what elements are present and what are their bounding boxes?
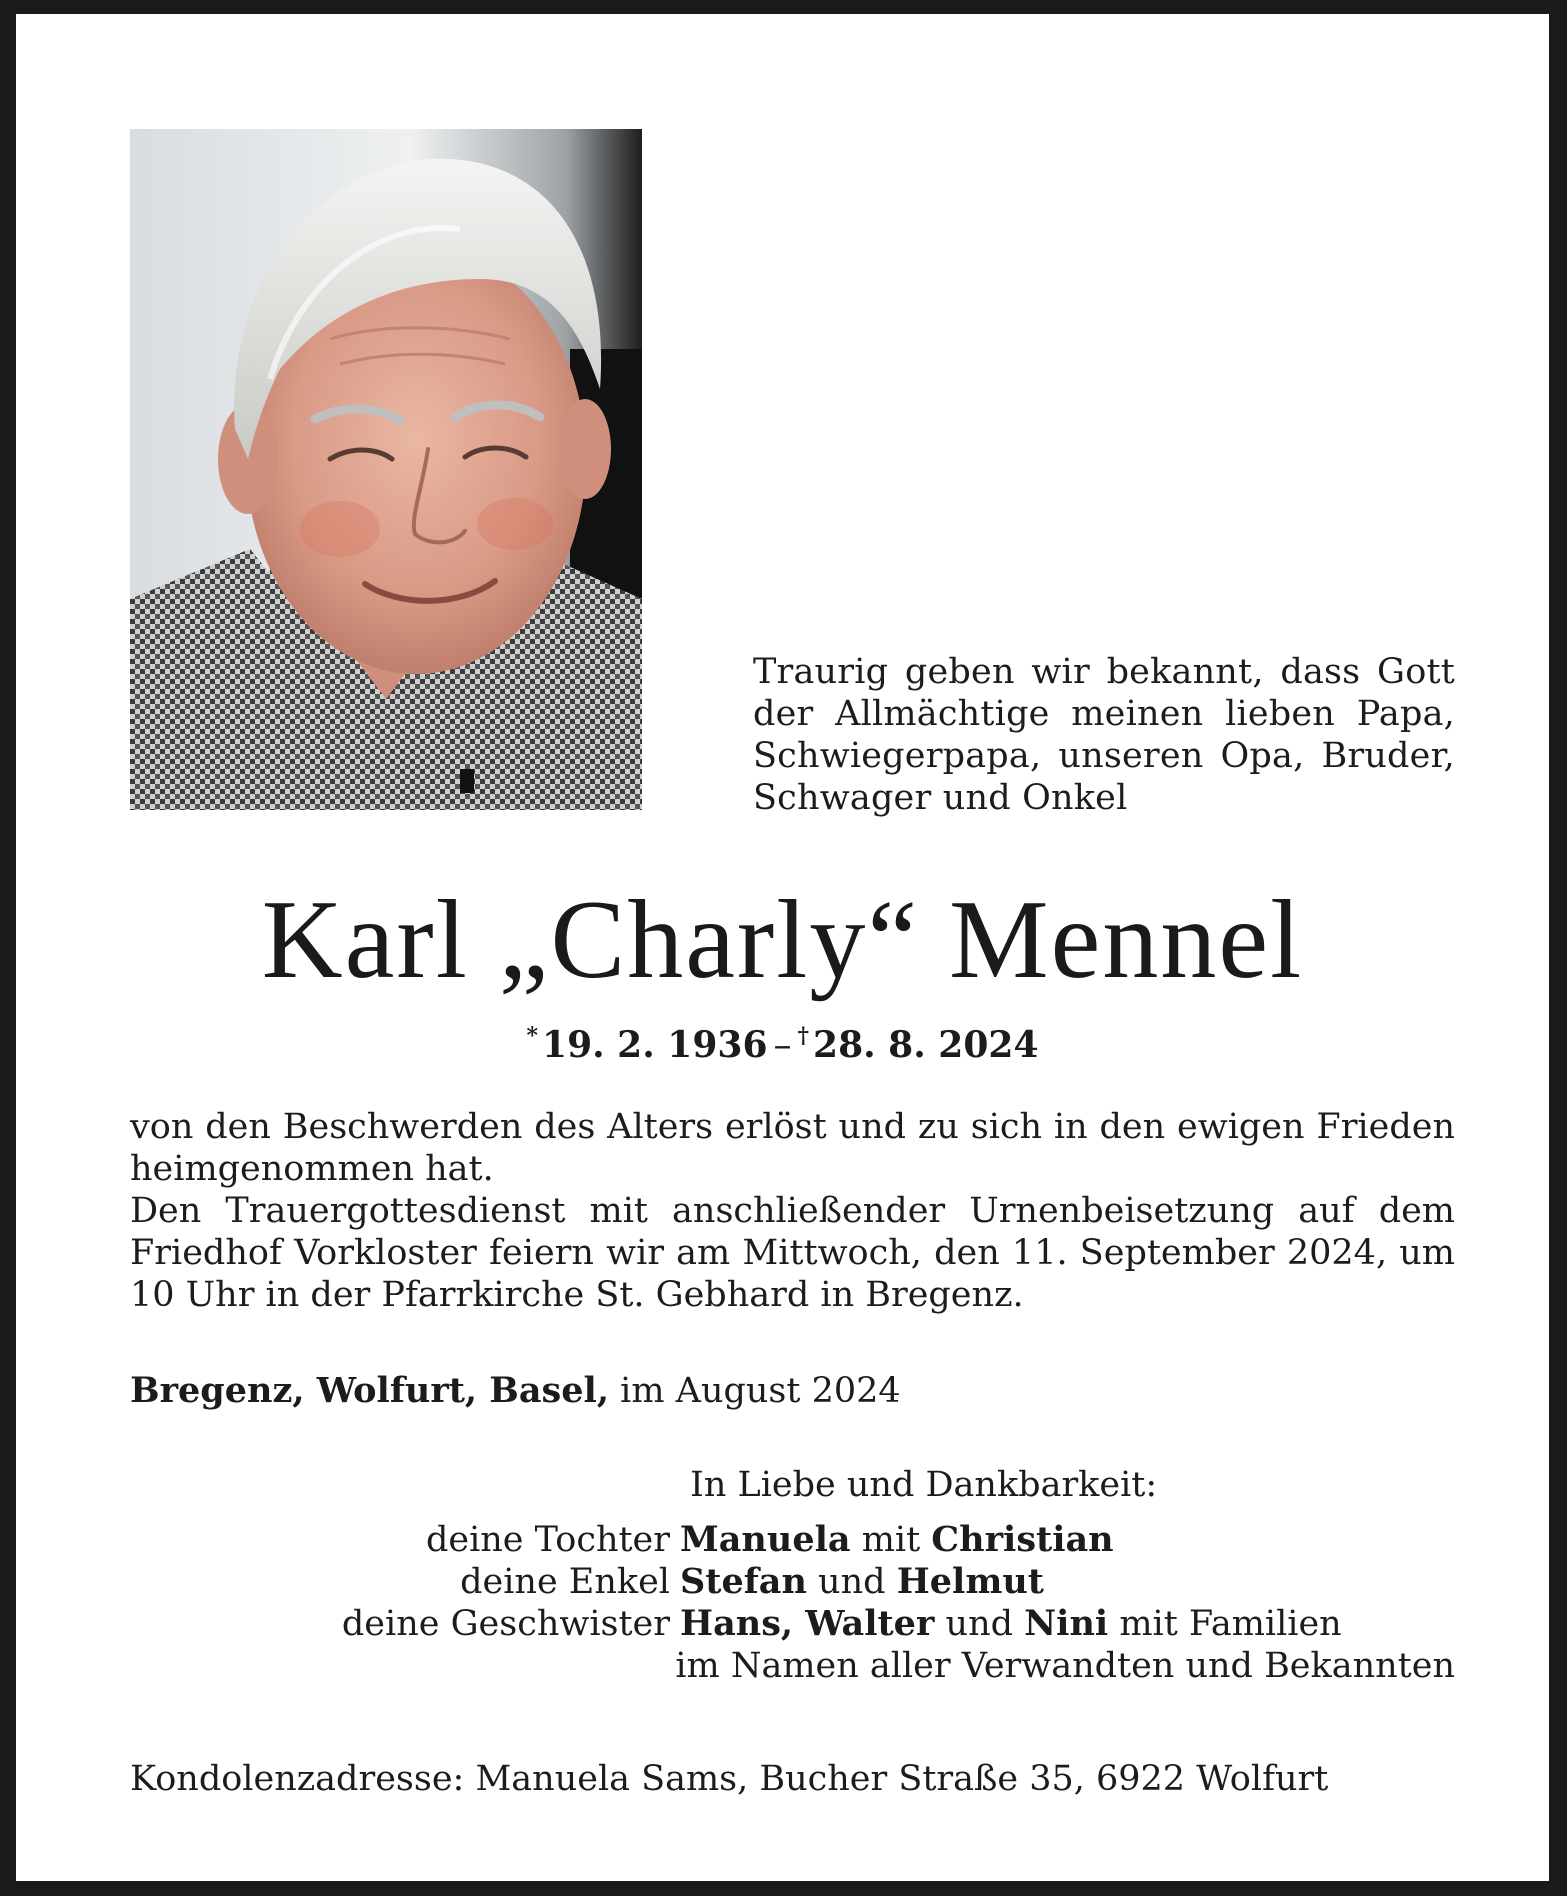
birth-symbol: * <box>526 1023 539 1049</box>
family-name: Christian <box>931 1519 1114 1560</box>
family-names <box>680 1561 1044 1603</box>
family-row-siblings <box>130 1603 1455 1645</box>
portrait-photo <box>130 129 642 810</box>
family-row-grandchildren <box>130 1561 1455 1603</box>
obituary-body <box>130 1106 1455 1316</box>
family-closing: im Namen aller Verwandten und Bekannten <box>675 1646 1455 1686</box>
body-paragraph-2: Den Trauergottesdienst mit anschließender Urnenbeisetzung auf dem Friedhof Vorkloster feiern wir am Mittwoch, den 11. September 2024, um 10 Uhr in der Pfarrkirche St. Gebhard in Bregenz. <box>130 1191 1455 1315</box>
family-conjunction: und <box>945 1604 1014 1644</box>
family-conjunction: mit <box>861 1520 921 1560</box>
body-paragraph-1: von den Beschwerden des Alters erlöst und zu sich in den ewigen Frieden heimgenommen hat. <box>130 1107 1455 1189</box>
family-row-closing <box>130 1645 1455 1687</box>
date-separator: – <box>773 1025 792 1066</box>
portrait-illustration <box>130 129 642 810</box>
family-name: Stefan <box>680 1561 807 1602</box>
family-row-daughter <box>130 1519 1455 1561</box>
life-dates <box>16 1014 1549 1068</box>
place-date-line <box>130 1370 901 1412</box>
places: Bregenz, Wolfurt, Basel, <box>130 1370 610 1411</box>
birth-date: 19. 2. 1936 <box>542 1024 768 1066</box>
family-role: deine Enkel <box>460 1562 670 1602</box>
signoff-line: In Liebe und Dankbarkeit: <box>690 1465 1158 1505</box>
deceased-name: Karl „Charly“ Mennel <box>261 878 1304 1002</box>
family-names <box>680 1603 1342 1645</box>
family-conjunction: und <box>818 1562 886 1602</box>
family-name: Nini <box>1024 1603 1109 1644</box>
family-role: deine Tochter <box>425 1520 670 1560</box>
death-date: 28. 8. 2024 <box>813 1024 1039 1066</box>
intro-text: Traurig geben wir bekannt, dass Gott der Allmächtige meinen lieben Papa, Schwiegerpapa, unseren Opa, Bruder, Schwager und Onkel <box>753 652 1455 818</box>
death-symbol: † <box>797 1023 810 1049</box>
condolence-address: Kondolenzadresse: Manuela Sams, Bucher Straße 35, 6922 Wolfurt <box>130 1759 1329 1799</box>
obituary-page <box>16 14 1549 1881</box>
family-tail: mit Familien <box>1119 1604 1342 1644</box>
family-name: Helmut <box>896 1561 1044 1602</box>
date-text: im August 2024 <box>620 1371 901 1411</box>
family-list <box>130 1519 1455 1687</box>
family-names <box>680 1519 1114 1561</box>
family-role: deine Geschwister <box>341 1604 670 1644</box>
family-name: Manuela <box>680 1519 851 1560</box>
family-name: Hans, Walter <box>680 1603 935 1644</box>
